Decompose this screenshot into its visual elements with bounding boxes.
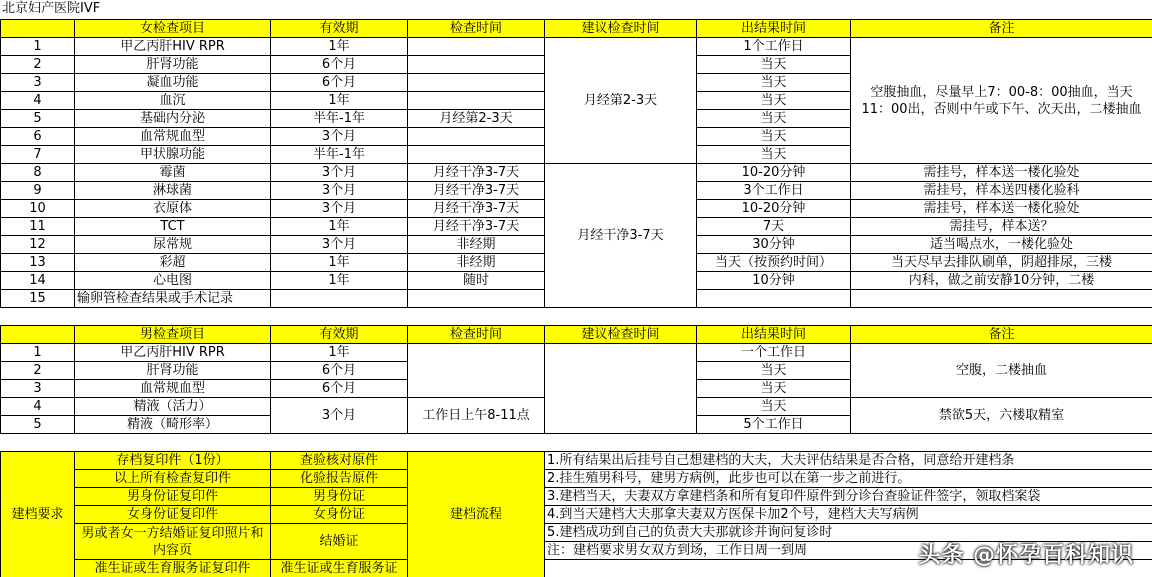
table-row: 2 肝肾功能 6个月 当天: [1, 56, 1152, 74]
table-row: 以上所有检查复印件 化验报告原件 2.挂生殖男科号，建男方病例，此步也可以在第一步之前进行。: [1, 470, 1152, 488]
table-row: 女身份证复印件 女身份证 4.到当天建档大夫那拿夫妻双方医保卡加2个号，建档大夫写病例: [1, 506, 1152, 524]
female-table: [0, 19, 1152, 308]
table-row: 13 彩超 1年 非经期 当天（按预约时间） 当天尽早去排队刷单，阴超排尿，三楼: [1, 254, 1152, 272]
watermark: 头条 @怀孕百科知识: [918, 543, 1134, 568]
time-group1: 月经第2-3天: [408, 110, 545, 128]
table-row: 14 心电图 1年 随时 10分钟 内科，做之前安静10分钟，二楼: [1, 272, 1152, 290]
archive-orig-header: 查验核对原件: [271, 452, 408, 470]
male-header-item: 男检查项目: [75, 326, 271, 344]
male-table: [0, 325, 1152, 434]
male-header-note: 备注: [851, 326, 1152, 344]
female-header-time: 检查时间: [408, 20, 545, 38]
female-header-suggest: 建议检查时间: [545, 20, 697, 38]
table-row: 3 血常规血型 6个月 当天: [1, 380, 1152, 398]
male-semen-time: 工作日上午8-11点: [408, 398, 545, 434]
table-row: 男或者女一方结婚证复印照片和内容页 结婚证 5.建档成功到自己的负责大夫那就诊并询问复诊时: [1, 524, 1152, 542]
archive-label: 建档要求: [1, 452, 75, 577]
archive-process-label: 建档流程: [408, 452, 545, 577]
suggest-group1: 月经第2-3天: [545, 38, 697, 164]
table-row: 1 甲乙丙肝HIV RPR 1年 月经第2-3天 1个工作日 空腹抽血，尽量早上7：00-8：00抽血，当天11：00出，否则中午或下午、次天出，二楼抽血: [1, 38, 1152, 56]
female-header-note: 备注: [851, 20, 1152, 38]
table-row: 4 血沉 1年 当天: [1, 92, 1152, 110]
table-row: 5 精液（畸形率） 5个工作日: [1, 416, 1152, 434]
archive-copy-header: 存档复印件（1份）: [75, 452, 271, 470]
male-header-valid: 有效期: [271, 326, 408, 344]
table-row: 3 凝血功能 6个月 当天: [1, 74, 1152, 92]
process-step: 3.建档当天，夫妻双方拿建档条和所有复印件原件到分诊台查验证件签字，领取档案袋: [545, 488, 1152, 506]
female-header-valid: 有效期: [271, 20, 408, 38]
table-row: 10 衣原体 3个月 月经干净3-7天 10-20分钟 需挂号，样本送一楼化验处: [1, 200, 1152, 218]
table-row: 2 肝肾功能 6个月 当天: [1, 362, 1152, 380]
table-row: 准生证或生育服务证复印件 准生证或生育服务证: [1, 560, 1152, 577]
process-step: 5.建档成功到自己的负责大夫那就诊并询问复诊时: [545, 524, 1152, 542]
process-step: 4.到当天建档大夫那拿夫妻双方医保卡加2个号，建档大夫写病例: [545, 506, 1152, 524]
female-header-result: 出结果时间: [697, 20, 851, 38]
table-row: 6 血常规血型 3个月 当天: [1, 128, 1152, 146]
table-row: 男身份证复印件 男身份证 3.建档当天，夫妻双方拿建档条和所有复印件原件到分诊台查验证件签字，领取档案袋: [1, 488, 1152, 506]
male-header-result: 出结果时间: [697, 326, 851, 344]
male-note-blood: 空腹，二楼抽血: [851, 344, 1152, 398]
table-row: 9 淋球菌 3个月 月经干净3-7天 3个工作日 需挂号，样本送四楼化验科: [1, 182, 1152, 200]
table-row: 7 甲状腺功能 半年-1年 当天: [1, 146, 1152, 164]
male-header-time: 检查时间: [408, 326, 545, 344]
suggest-group2: 月经干净3-7天: [545, 164, 697, 308]
table-row: [1, 452, 1152, 470]
table-row: 12 尿常规 3个月 非经期 30分钟 适当喝点水，一楼化验处: [1, 236, 1152, 254]
female-header-row: [1, 20, 1152, 38]
table-row: 1 甲乙丙肝HIV RPR 1年 一个工作日 空腹，二楼抽血: [1, 344, 1152, 362]
male-semen-valid: 3个月: [271, 398, 408, 434]
sheet-title: 北京妇产医院IVF: [2, 1, 101, 16]
female-header-item: 女检查项目: [75, 20, 271, 38]
male-note-semen: 禁欲5天，六楼取精室: [851, 398, 1152, 434]
table-row: 8 霉菌 3个月 月经干净3-7天 月经干净3-7天 10-20分钟 需挂号，样本送一楼化验处: [1, 164, 1152, 182]
process-step: 注：建档要求男女双方到场，工作日周一到周: [545, 542, 1152, 560]
table-row: 11 TCT 1年 月经干净3-7天 7天 需挂号，样本送？: [1, 218, 1152, 236]
table-row: 5 基础内分泌 半年-1年 月经第2-3天 当天: [1, 110, 1152, 128]
table-row: 15 输卵管检查结果或手术记录: [1, 290, 1152, 308]
process-step: 2.挂生殖男科号，建男方病例，此步也可以在第一步之前进行。: [545, 470, 1152, 488]
note-group1: 空腹抽血，尽量早上7：00-8：00抽血，当天11：00出，否则中午或下午、次天出，二楼抽血: [851, 38, 1152, 164]
table-row: 4 精液（活力） 3个月 工作日上午8-11点 当天 禁欲5天，六楼取精室: [1, 398, 1152, 416]
male-header-row: [1, 326, 1152, 344]
process-step: 1.所有结果出后挂号自己想建档的大夫，大夫评估结果是否合格，同意给开建档条: [545, 452, 1152, 470]
male-header-suggest: 建议检查时间: [545, 326, 697, 344]
